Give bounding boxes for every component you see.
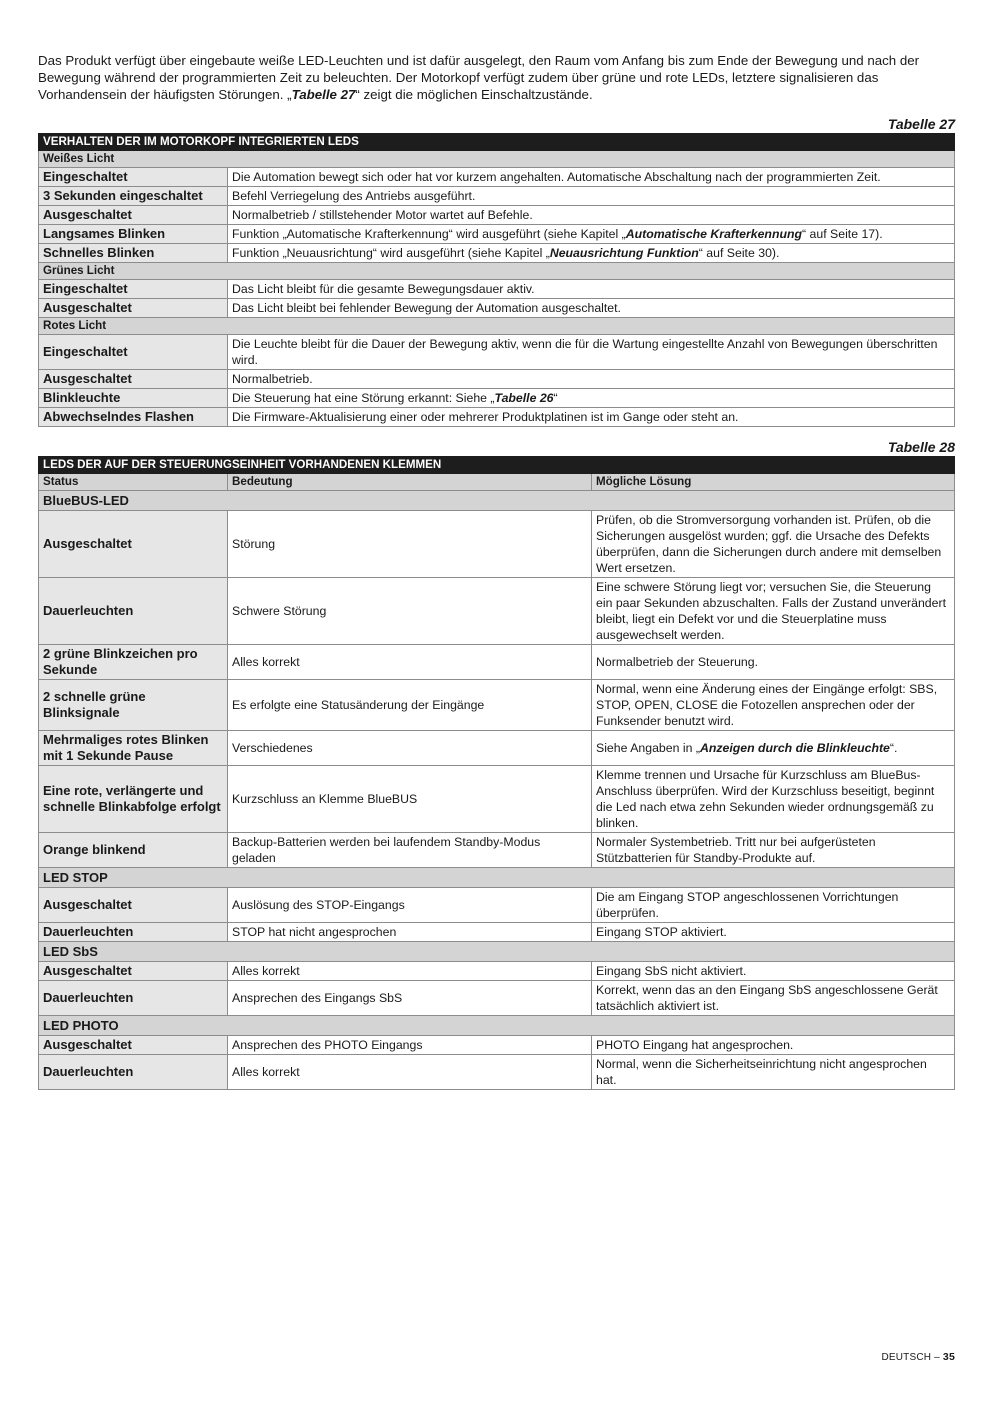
row-text-part: Die Steuerung hat eine Störung erkannt: Siehe „	[232, 391, 495, 405]
table-row	[39, 335, 955, 370]
intro-table-reference: Tabelle 27	[291, 87, 356, 102]
row-solution: Die am Eingang STOP angeschlossenen Vorrichtungen überprüfen.	[592, 888, 955, 923]
row-label: Eingeschaltet	[39, 168, 228, 187]
row-status: Eine rote, verlängerte und schnelle Blinkabfolge erfolgt	[39, 766, 228, 833]
column-header-meaning: Bedeutung	[228, 474, 592, 491]
table-row	[39, 511, 955, 578]
table-28-title-row	[39, 457, 955, 474]
row-text: Das Licht bleibt bei fehlender Bewegung der Automation ausgeschaltet.	[228, 299, 955, 318]
row-solution: Normalbetrieb der Steuerung.	[592, 645, 955, 680]
table-27-caption: Tabelle 27	[887, 116, 955, 132]
table-row	[39, 299, 955, 318]
row-text: Die Firmware-Aktualisierung einer oder mehrerer Produktplatinen ist im Gange oder steht an.	[228, 408, 955, 427]
row-label: Eingeschaltet	[39, 335, 228, 370]
table-27	[38, 133, 955, 427]
intro-paragraph	[38, 52, 955, 103]
row-text	[228, 225, 955, 244]
section-row	[39, 263, 955, 280]
row-text: Normalbetrieb / stillstehender Motor wartet auf Befehle.	[228, 206, 955, 225]
table-28-title: LEDS DER AUF DER STEUERUNGSEINHEIT VORHANDENEN KLEMMEN	[39, 457, 955, 474]
row-solution: Klemme trennen und Ursache für Kurzschluss am BlueBus-Anschluss überprüfen. Wird der Kurzschluss beseitigt, beginnt die Led nach etwa zehn Sekunden wieder ordnungsgemäß zu blinken.	[592, 766, 955, 833]
row-solution-part: “.	[889, 741, 898, 755]
row-text: Normalbetrieb.	[228, 370, 955, 389]
row-solution: Eingang SbS nicht aktiviert.	[592, 962, 955, 981]
section-row	[39, 942, 955, 962]
row-meaning: Ansprechen des Eingangs SbS	[228, 981, 592, 1016]
table-row	[39, 1036, 955, 1055]
table-row	[39, 225, 955, 244]
table-row	[39, 578, 955, 645]
row-meaning: Backup-Batterien werden bei laufendem Standby-Modus geladen	[228, 833, 592, 868]
table-row	[39, 168, 955, 187]
column-header-status: Status	[39, 474, 228, 491]
table-row	[39, 206, 955, 225]
row-label: 3 Sekunden eingeschaltet	[39, 187, 228, 206]
row-meaning: Alles korrekt	[228, 1055, 592, 1090]
section-row	[39, 151, 955, 168]
row-text-part: Funktion „Neuausrichtung“ wird ausgeführt (siehe Kapitel „	[232, 246, 550, 260]
table-row	[39, 370, 955, 389]
row-status: 2 grüne Blinkzeichen pro Sekunde	[39, 645, 228, 680]
row-label: Abwechselndes Flashen	[39, 408, 228, 427]
row-text	[228, 389, 955, 408]
row-solution: Normal, wenn eine Änderung eines der Eingänge erfolgt: SBS, STOP, OPEN, CLOSE die Fotozellen ansprechen oder der Funksender benutzt wird.	[592, 680, 955, 731]
row-status: Ausgeschaltet	[39, 1036, 228, 1055]
table-27-title-row	[39, 134, 955, 151]
row-solution: Normal, wenn die Sicherheitseinrichtung nicht angesprochen hat.	[592, 1055, 955, 1090]
row-status: Ausgeschaltet	[39, 511, 228, 578]
table-row	[39, 645, 955, 680]
row-solution: Prüfen, ob die Stromversorgung vorhanden ist. Prüfen, ob die Sicherungen ausgelöst wurden; ggf. die Ursache des Defekts überprüfen, dann die Sicherungen durch andere mit demselben Wert ersetzen.	[592, 511, 955, 578]
table-row	[39, 680, 955, 731]
row-meaning: STOP hat nicht angesprochen	[228, 923, 592, 942]
row-text: Die Automation bewegt sich oder hat vor kurzem angehalten. Automatische Abschaltung nach der programmierten Zeit.	[228, 168, 955, 187]
row-label: Ausgeschaltet	[39, 299, 228, 318]
row-status: 2 schnelle grüne Blinksignale	[39, 680, 228, 731]
table-row	[39, 962, 955, 981]
table-row	[39, 766, 955, 833]
table-row	[39, 833, 955, 868]
row-meaning: Alles korrekt	[228, 962, 592, 981]
intro-text-end: “ zeigt die möglichen Einschaltzustände.	[355, 87, 593, 102]
table-row	[39, 923, 955, 942]
table-28	[38, 456, 955, 1090]
row-solution: Eingang STOP aktiviert.	[592, 923, 955, 942]
row-text-part: “ auf Seite 17).	[802, 227, 883, 241]
row-status: Dauerleuchten	[39, 981, 228, 1016]
row-label: Ausgeschaltet	[39, 206, 228, 225]
row-text: Die Leuchte bleibt für die Dauer der Bewegung aktiv, wenn die für die Wartung eingestellte Anzahl von Bewegungen überschritten wird.	[228, 335, 955, 370]
row-meaning: Kurzschluss an Klemme BlueBUS	[228, 766, 592, 833]
row-status: Ausgeschaltet	[39, 962, 228, 981]
section-title-green-light: Grünes Licht	[39, 263, 955, 280]
row-meaning: Schwere Störung	[228, 578, 592, 645]
chapter-reference: Automatische Krafterkennung	[625, 227, 802, 241]
section-title-led-photo: LED PHOTO	[39, 1016, 955, 1036]
row-status: Ausgeschaltet	[39, 888, 228, 923]
row-label: Schnelles Blinken	[39, 244, 228, 263]
row-label: Blinkleuchte	[39, 389, 228, 408]
row-text	[228, 244, 955, 263]
section-row	[39, 1016, 955, 1036]
table-row	[39, 408, 955, 427]
row-text: Befehl Verriegelung des Antriebs ausgeführt.	[228, 187, 955, 206]
section-title-led-stop: LED STOP	[39, 868, 955, 888]
chapter-reference: Neuausrichtung Funktion	[549, 246, 699, 260]
section-row	[39, 868, 955, 888]
section-row	[39, 491, 955, 511]
row-text-part: Funktion „Automatische Krafterkennung“ wird ausgeführt (siehe Kapitel „	[232, 227, 626, 241]
row-meaning: Störung	[228, 511, 592, 578]
section-title-bluebus-led: BlueBUS-LED	[39, 491, 955, 511]
row-label: Langsames Blinken	[39, 225, 228, 244]
table-row	[39, 1055, 955, 1090]
row-solution: Normaler Systembetrieb. Tritt nur bei aufgerüsteten Stützbatterien für Standby-Produkte auf.	[592, 833, 955, 868]
row-solution: PHOTO Eingang hat angesprochen.	[592, 1036, 955, 1055]
row-solution-part: Siehe Angaben in „	[596, 741, 700, 755]
row-label: Ausgeschaltet	[39, 370, 228, 389]
chapter-reference: Anzeigen durch die Blinkleuchte	[699, 741, 890, 755]
row-text-part: “ auf Seite 30).	[698, 246, 780, 260]
row-solution: Korrekt, wenn das an den Eingang SbS angeschlossene Gerät tatsächlich aktiviert ist.	[592, 981, 955, 1016]
table-row	[39, 888, 955, 923]
row-status: Dauerleuchten	[39, 923, 228, 942]
table-28-caption: Tabelle 28	[887, 439, 955, 455]
section-title-red-light: Rotes Licht	[39, 318, 955, 335]
column-header-solution: Mögliche Lösung	[592, 474, 955, 491]
footer-language: DEUTSCH –	[881, 1352, 943, 1363]
table-row	[39, 244, 955, 263]
intro-text: Das Produkt verfügt über eingebaute weiße LED-Leuchten und ist dafür ausgelegt, den Raum vom Anfang bis zum Ende der Bewegung und nach der Bewegung während der programmierten Zeit zu beleuchten. Der Motorkopf verfügt zudem über grüne und rote LEDs, letztere signalisieren das Vorhandensein der häufigsten Störungen. „	[38, 53, 920, 102]
row-status: Mehrmaliges rotes Blinken mit 1 Sekunde Pause	[39, 731, 228, 766]
column-header-row	[39, 474, 955, 491]
table-row	[39, 389, 955, 408]
row-meaning: Verschiedenes	[228, 731, 592, 766]
row-solution: Eine schwere Störung liegt vor; versuchen Sie, die Steuerung ein paar Sekunden abzuschalten. Falls der Zustand unverändert bleibt, liegt ein Defekt vor und die Steuerplatine muss ausgewechselt werden.	[592, 578, 955, 645]
row-status: Orange blinkend	[39, 833, 228, 868]
row-text-part: “	[553, 391, 558, 405]
section-title-white-light: Weißes Licht	[39, 151, 955, 168]
row-meaning: Es erfolgte eine Statusänderung der Eingänge	[228, 680, 592, 731]
row-status: Dauerleuchten	[39, 578, 228, 645]
document-page	[38, 52, 955, 1090]
row-meaning: Ansprechen des PHOTO Eingangs	[228, 1036, 592, 1055]
row-label: Eingeschaltet	[39, 280, 228, 299]
page-number: 35	[942, 1351, 955, 1363]
table-reference: Tabelle 26	[494, 391, 554, 405]
row-text: Das Licht bleibt für die gesamte Bewegungsdauer aktiv.	[228, 280, 955, 299]
table-row	[39, 187, 955, 206]
table-27-title: VERHALTEN DER IM MOTORKOPF INTEGRIERTEN LEDS	[39, 134, 955, 151]
row-status: Dauerleuchten	[39, 1055, 228, 1090]
table-row	[39, 981, 955, 1016]
section-title-led-sbs: LED SbS	[39, 942, 955, 962]
section-row	[39, 318, 955, 335]
page-footer	[881, 1351, 955, 1363]
table-row	[39, 731, 955, 766]
row-meaning: Alles korrekt	[228, 645, 592, 680]
row-meaning: Auslösung des STOP-Eingangs	[228, 888, 592, 923]
row-solution	[592, 731, 955, 766]
table-row	[39, 280, 955, 299]
